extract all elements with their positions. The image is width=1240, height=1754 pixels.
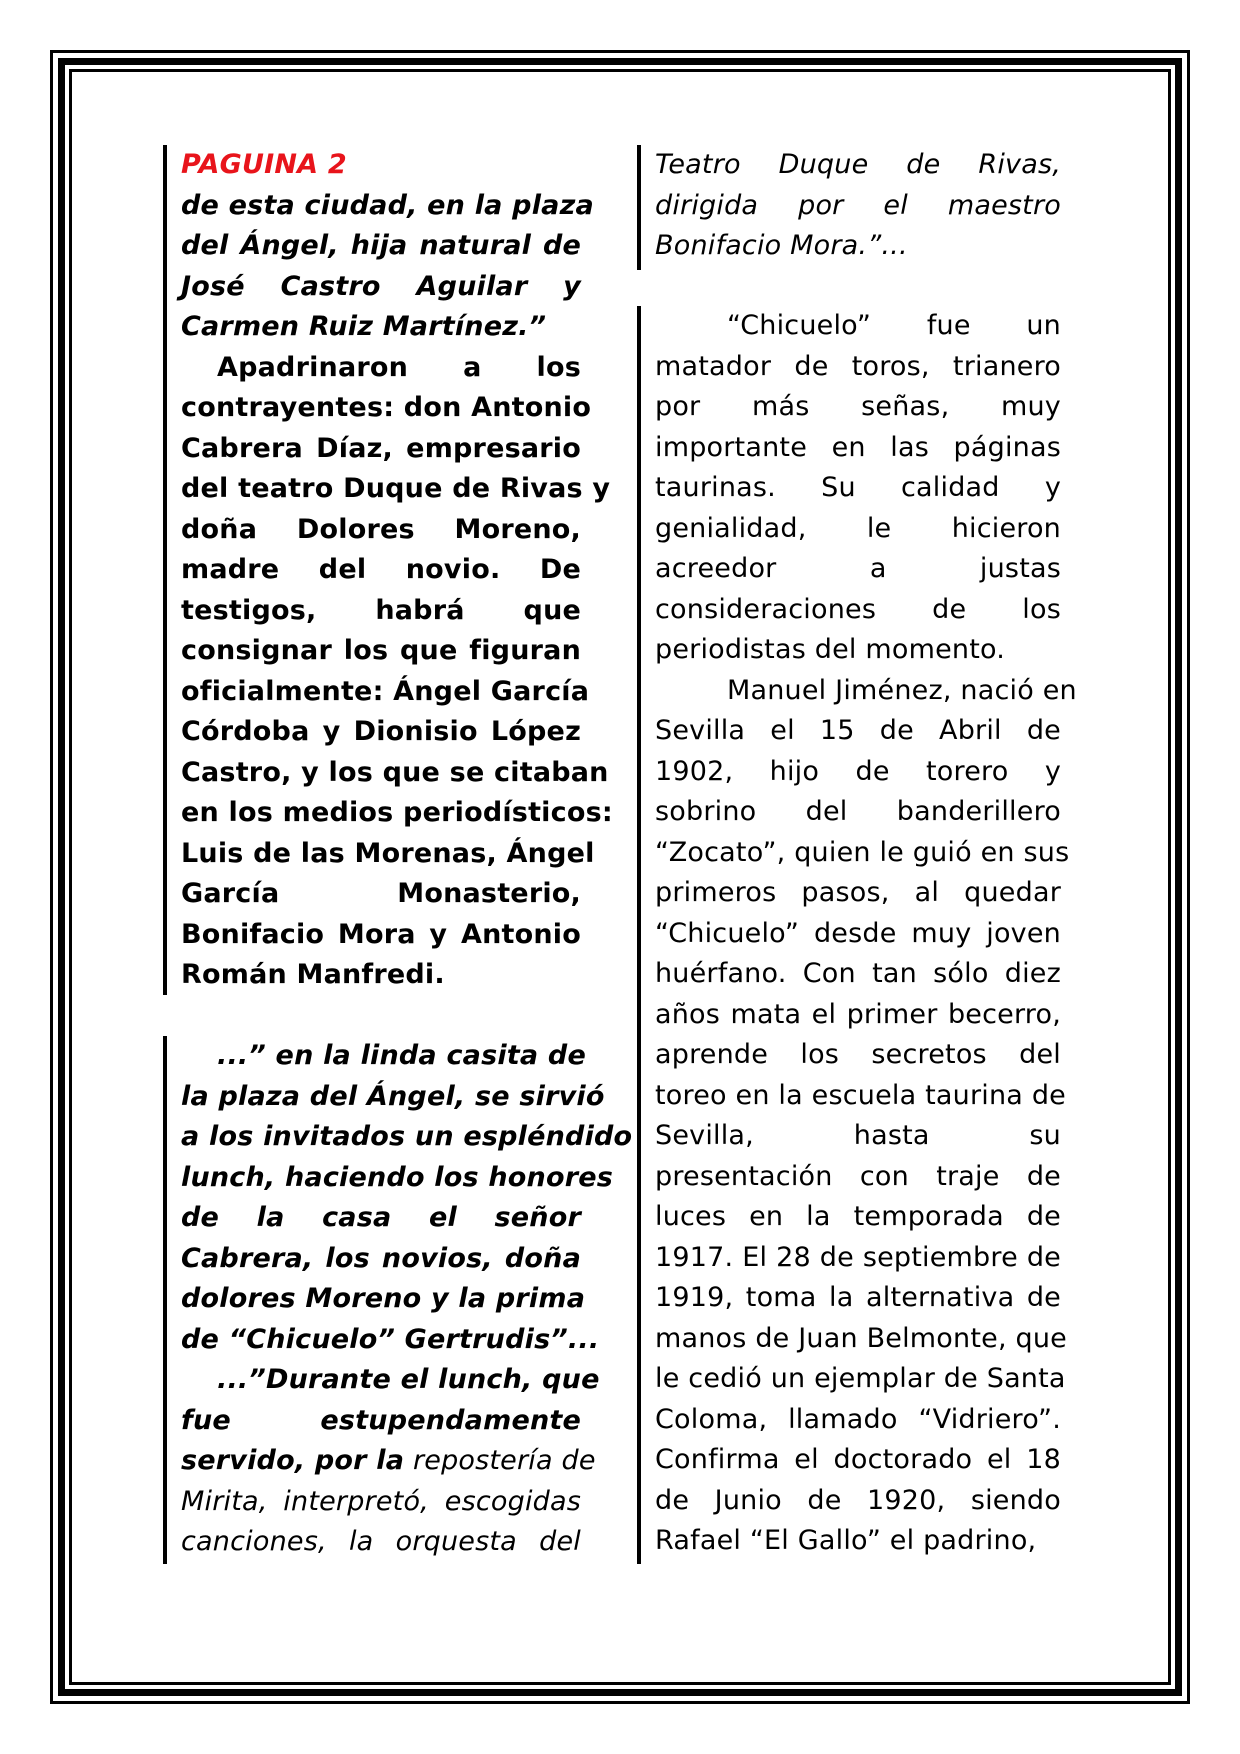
text-line: Sevilla, hasta su (655, 1120, 1061, 1151)
text-line: dirigida por el maestro (655, 189, 1061, 221)
text-line: ...”Durante el lunch, que (217, 1364, 600, 1395)
left-column-top-block (163, 145, 613, 995)
text-line: Manuel Jiménez, nació en (727, 674, 1077, 706)
text-line: consideraciones de los (655, 593, 1061, 625)
text-line: presentación con traje de (655, 1160, 1061, 1192)
text-line: contrayentes: don Antonio (181, 392, 592, 423)
text-line: madre del novio. De (181, 554, 581, 585)
text-line: Castro, y los que se citaban (181, 756, 609, 788)
text-line: a los invitados un espléndido (181, 1121, 633, 1152)
text-line: Coloma, llamado “Vidriero”. (655, 1403, 1061, 1435)
text-line: Bonifacio Mora y Antonio (181, 918, 581, 950)
text-line: testigos, habrá que (181, 594, 581, 626)
text-line: del Ángel, hija natural de (181, 230, 581, 261)
text-line: Rafael “El Gallo” el padrino, (655, 1525, 1037, 1556)
text-line: le cedió un ejemplar de Santa (655, 1363, 1066, 1394)
text-line: dolores Moreno y la prima (181, 1283, 586, 1314)
text-line: de la casa el señor (181, 1202, 581, 1233)
text-line: años mata el primer becerro, (655, 998, 1061, 1030)
text-line: del teatro Duque de Rivas y (181, 473, 611, 504)
text-line: taurinas. Su calidad y (655, 472, 1061, 503)
text-line: genialidad, le hicieron (655, 512, 1061, 544)
text-line: 1917. El 28 de septiembre de (655, 1241, 1061, 1273)
text-line: Sevilla el 15 de Abril de (655, 715, 1061, 746)
text-line: de Junio de 1920, siendo (655, 1484, 1061, 1516)
text-line: acreedor a justas (655, 553, 1061, 584)
text-line: Bonifacio Mora.”... (655, 230, 908, 261)
text-line: doña Dolores Moreno, (181, 513, 581, 545)
right-column-quote-end-block (637, 145, 1063, 270)
text-line: Córdoba y Dionisio López (181, 716, 581, 747)
text-line: José Castro Aguilar y (181, 270, 581, 302)
text-line: 1919, toma la alternativa de (655, 1282, 1061, 1313)
text-line: Cabrera, los novios, doña (181, 1242, 581, 1274)
text-line: primeros pasos, al quedar (655, 877, 1061, 908)
page-heading: PAGUINA 2 (181, 149, 347, 180)
text-line: matador de toros, trianero (655, 350, 1061, 382)
text-line: ...” en la linda casita de (217, 1040, 586, 1071)
text-line: periodistas del momento. (655, 634, 1006, 665)
right-column-body-block (637, 306, 1077, 1564)
text-line: oficialmente: Ángel García (181, 675, 590, 707)
text-line: aprende los secretos del (655, 1039, 1061, 1070)
text-line: “Chicuelo” desde muy joven (655, 917, 1061, 949)
text-line: huérfano. Con tan sólo diez (655, 958, 1061, 989)
text-line: Apadrinaron a los (217, 351, 581, 383)
text-line: la plaza del Ángel, se sirvió (181, 1080, 605, 1112)
normal-segment: repostería de (412, 1445, 596, 1476)
left-column-quote-block (163, 1036, 633, 1564)
text-line: sobrino del banderillero (655, 796, 1061, 827)
text-line: “Chicuelo” fue un (727, 310, 1061, 341)
text-line: por más señas, muy (655, 391, 1061, 422)
text-line: “Zocato”, quien le guió en sus (655, 836, 1070, 868)
text-line: Luis de las Morenas, Ángel (181, 837, 595, 869)
text-line: toreo en la escuela taurina de (655, 1079, 1066, 1111)
text-line: fue estupendamente (181, 1404, 581, 1436)
text-line: consignar los que figuran (181, 635, 581, 666)
bold-segment: servido, por la (181, 1445, 405, 1476)
text-line: Teatro Duque de Rivas, (655, 149, 1061, 180)
text-line: luces en la temporada de (655, 1201, 1061, 1232)
text-line: manos de Juan Belmonte, que (655, 1322, 1067, 1354)
text-line: en los medios periodísticos: (181, 797, 613, 828)
text-line-mixed (181, 1441, 596, 1482)
text-line: de “Chicuelo” Gertrudis”... (181, 1323, 600, 1355)
text-line: Román Manfredi. (181, 959, 445, 990)
text-line: 1902, hijo de torero y (655, 755, 1061, 787)
text-line: Confirma el doctorado el 18 (655, 1444, 1061, 1475)
text-line: canciones, la orquesta del (181, 1526, 581, 1557)
text-line: Carmen Ruiz Martínez.” (181, 311, 547, 342)
text-line: de esta ciudad, en la plaza (181, 189, 594, 221)
text-line: importante en las páginas (655, 431, 1061, 463)
text-line: García Monasterio, (181, 878, 581, 909)
text-line: Cabrera Díaz, empresario (181, 432, 581, 464)
text-line: Mirita, interpretó, escogidas (181, 1485, 581, 1517)
text-line: lunch, haciendo los honores (181, 1161, 614, 1193)
